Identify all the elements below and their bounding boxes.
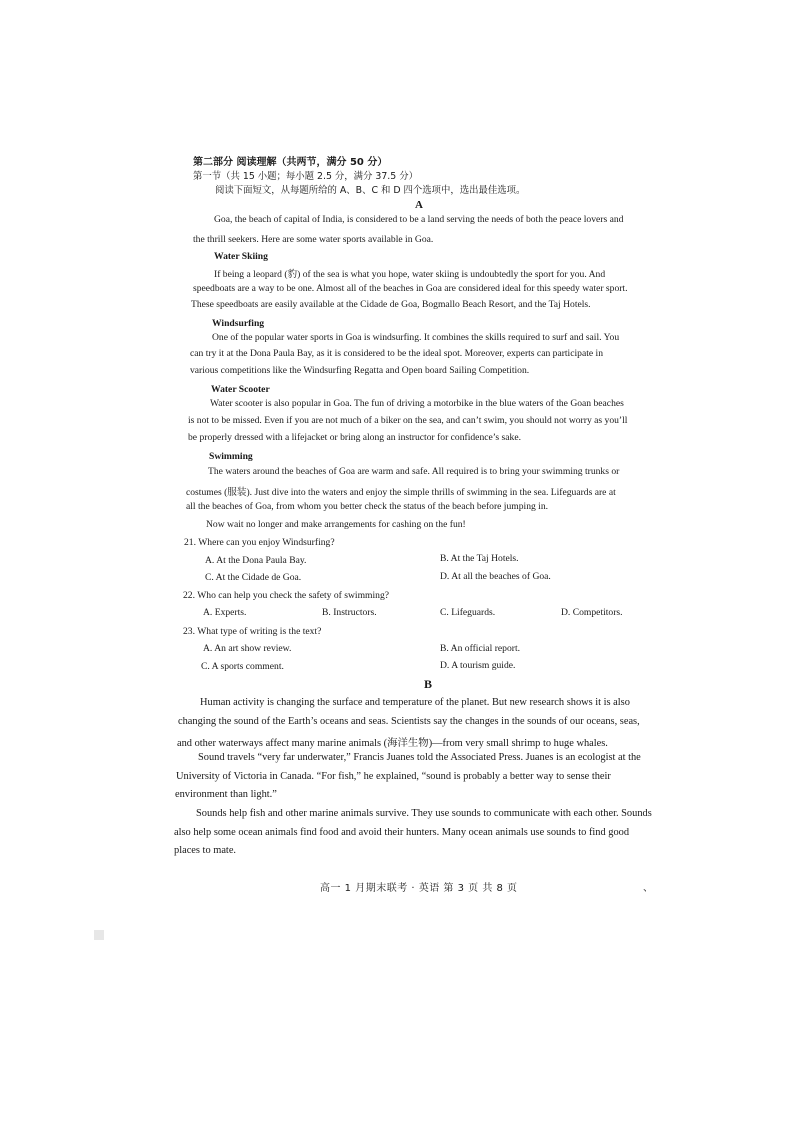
question-option: C. Lifeguards. (440, 607, 496, 618)
intro-line: Goa, the beach of capital of India, is considered to be a land serving the needs of both the peace lovers and (214, 214, 624, 225)
instruction: 阅读下面短文，从每题所给的 A、B、C 和 D 四个选项中，选出最佳选项。 (215, 185, 526, 196)
paragraph-line: Sounds help fish and other marine animals survive. They use sounds to communicate with each other. Sounds (196, 808, 652, 819)
question-option: D. Competitors. (561, 607, 623, 618)
question-option: B. An official report. (440, 643, 521, 654)
question-stem: 22. Who can help you check the safety of swimming? (183, 590, 390, 601)
paragraph-line: and other waterways affect many marine animals (海洋生物)—from very small shrimp to huge whales. (177, 738, 608, 749)
section-heading: Windsurfing (212, 318, 265, 329)
scan-smudge (94, 930, 104, 940)
paragraph-line: Human activity is changing the surface and temperature of the planet. But new research shows it is also (200, 697, 630, 708)
section-line: speedboats are a way to be one. Almost all of the beaches in Goa are considered ideal for this speedy water sport. (193, 283, 628, 294)
stray-mark: 、 (643, 883, 653, 894)
paragraph-line: also help some ocean animals find food and avoid their hunters. Many ocean animals use sounds to find good (174, 827, 630, 838)
section-heading: Swimming (209, 451, 253, 462)
section-line: If being a leopard (豹) of the sea is what you hope, water skiing is undoubtedly the sport for you. And (214, 269, 606, 280)
section-heading: Water Scooter (211, 384, 270, 395)
section-line: is not to be missed. Even if you are not much of a biker on the sea, and can’t swim, you should not worry as you’ll (188, 415, 628, 426)
section-line: One of the popular water sports in Goa is windsurfing. It combines the skills required to surf and sail. You (212, 332, 620, 343)
question-option: D. A tourism guide. (440, 660, 516, 671)
question-option: D. At all the beaches of Goa. (440, 571, 551, 582)
section-line: all the beaches of Goa, from whom you better check the status of the beach before jumping in. (186, 501, 549, 512)
section-line: These speedboats are easily available at the Cidade de Goa, Bogmallo Beach Resort, and the Taj Hotels. (191, 299, 591, 310)
intro-line: the thrill seekers. Here are some water sports available in Goa. (193, 234, 434, 245)
paragraph-line: Sound travels “very far underwater,” Francis Juanes told the Associated Press. Juanes is an ecologist at the (198, 752, 641, 763)
question-stem: 23. What type of writing is the text? (183, 626, 322, 637)
passage-b-label: B (424, 677, 433, 691)
question-option: A. Experts. (203, 607, 247, 618)
question-option: C. At the Cidade de Goa. (205, 572, 302, 583)
question-option: A. At the Dona Paula Bay. (205, 555, 307, 566)
paragraph-line: environment than light.” (175, 789, 277, 800)
paragraph-line: places to mate. (174, 845, 237, 856)
section-line: costumes (服装). Just dive into the waters and enjoy the simple thrills of swimming in the sea. Lifeguards are at (186, 487, 616, 498)
question-option: C. A sports comment. (201, 661, 284, 672)
page-footer: 高一 1 月期末联考 · 英语 第 3 页 共 8 页 (320, 883, 518, 894)
part-title: 第二部分 阅读理解（共两节，满分 50 分） (193, 157, 388, 168)
question-option: A. An art show review. (203, 643, 292, 654)
section-line: The waters around the beaches of Goa are warm and safe. All required is to bring your swimming trunks or (208, 466, 620, 477)
paragraph-line: changing the sound of the Earth’s oceans and seas. Scientists say the changes in the sounds of our oceans, seas, (178, 716, 640, 727)
section-heading: Water Skiing (214, 251, 268, 262)
closing-line: Now wait no longer and make arrangements for cashing on the fun! (206, 519, 466, 530)
section-line: be properly dressed with a lifejacket or bring along an instructor for confidence’s sake. (188, 432, 521, 443)
question-stem: 21. Where can you enjoy Windsurfing? (184, 537, 335, 548)
paragraph-line: University of Victoria in Canada. “For fish,” he explained, “sound is probably a better way to sense their (176, 771, 611, 782)
question-option: B. At the Taj Hotels. (440, 553, 519, 564)
section-line: Water scooter is also popular in Goa. The fun of driving a motorbike in the blue waters of the Goan beaches (210, 398, 624, 409)
passage-a-label: A (415, 199, 423, 211)
sub-title: 第一节（共 15 小题；每小题 2.5 分，满分 37.5 分） (193, 171, 418, 182)
section-line: various competitions like the Windsurfing Regatta and Open board Sailing Competition. (190, 365, 530, 376)
section-line: can try it at the Dona Paula Bay, as it is considered to be the ideal spot. Moreover, experts can participate in (190, 348, 603, 359)
question-option: B. Instructors. (322, 607, 377, 618)
